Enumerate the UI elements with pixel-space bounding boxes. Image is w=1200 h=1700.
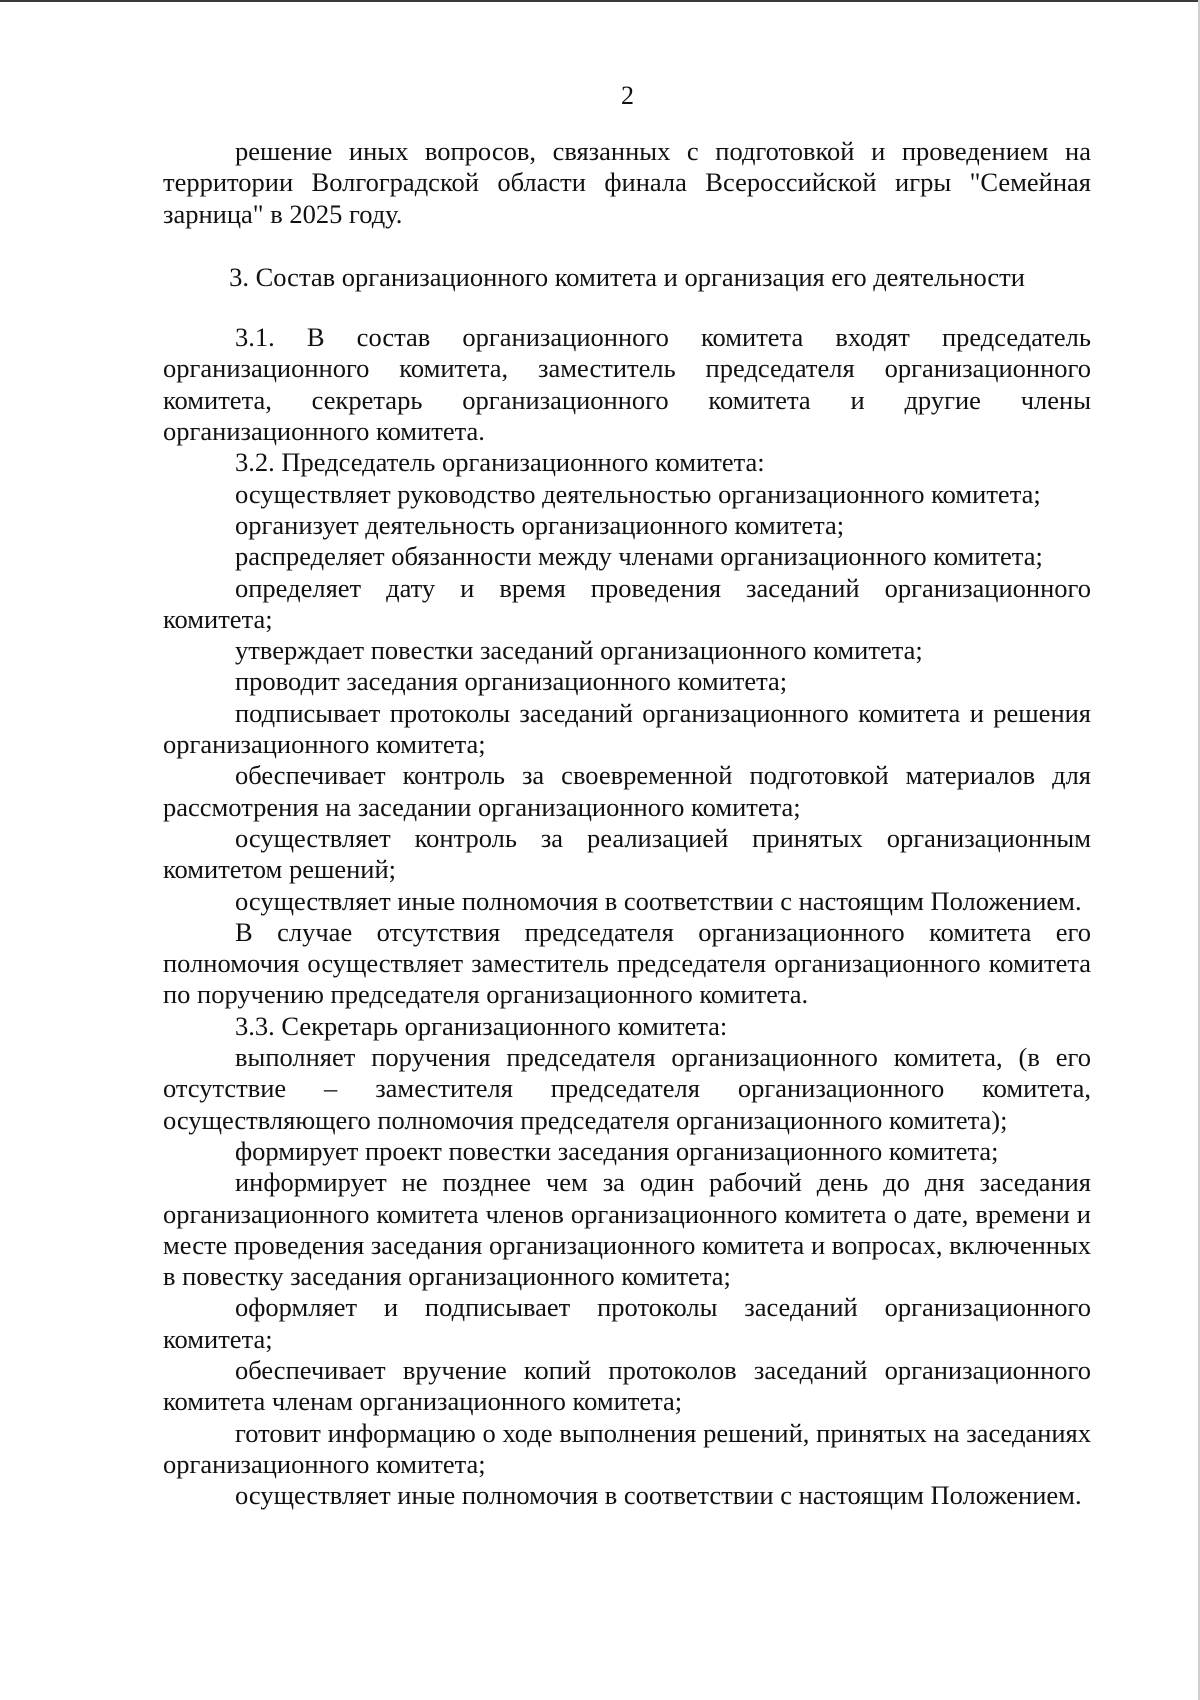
page-number: 2: [621, 81, 634, 110]
list-item-chair-duty: определяет дату и время проведения заседаний организационного комитета;: [163, 572, 1091, 634]
document-body: [163, 136, 1091, 1511]
paragraph-3-2: 3.2. Председатель организационного комитета:: [235, 447, 765, 478]
paragraph-intro: решение иных вопросов, связанных с подготовкой и проведением на территории Волгоградской области финала Всероссийской игры "Семейная зарница" в 2025 году.: [163, 136, 1091, 229]
scan-edge-top: [0, 0, 1200, 2]
list-item-secretary-duty: оформляет и подписывает протоколы заседаний организационного комитета;: [163, 1292, 1091, 1354]
paragraph-3-1: 3.1. В состав организационного комитета входят председатель организационного комитета, заместитель председателя организационного комитета, секретарь организационного комитета и другие члены организационного комитета.: [163, 322, 1091, 447]
list-item-chair-duty: подписывает протоколы заседаний организационного комитета и решения организационного комитета;: [163, 697, 1091, 760]
list-item-chair-duty: проводит заседания организационного комитета;: [235, 666, 788, 697]
list-item-chair-duty: распределяет обязанности между членами организационного комитета;: [235, 541, 1043, 572]
list-item-chair-duty: организует деятельность организационного комитета;: [235, 509, 845, 540]
list-item-secretary-duty: готовит информацию о ходе выполнения решений, принятых на заседаниях организационного комитета;: [163, 1417, 1091, 1479]
list-item-secretary-duty: обеспечивает вручение копий протоколов заседаний организационного комитета членам организационного комитета;: [163, 1354, 1091, 1417]
list-item-secretary-duty: формирует проект повестки заседания организационного комитета;: [235, 1135, 999, 1166]
section-heading-3: 3. Состав организационного комитета и организация его деятельности: [229, 261, 1025, 292]
spacer: [163, 293, 1091, 322]
list-item-chair-duty: осуществляет иные полномочия в соответствии с настоящим Положением.: [235, 885, 1082, 916]
list-item-chair-duty: осуществляет руководство деятельностью организационного комитета;: [235, 478, 1041, 509]
list-item-chair-duty: утверждает повестки заседаний организационного комитета;: [235, 635, 923, 666]
list-item-chair-duty: обеспечивает контроль за своевременной подготовкой материалов для рассмотрения на заседании организационного комитета;: [163, 760, 1091, 822]
list-item-secretary-duty: информирует не позднее чем за один рабочий день до дня заседания организационного комитета членов организационного комитета о дате, времени и месте проведения заседания организационного комитета и вопросах, включенных в повестку заседания организационного комитета;: [163, 1167, 1091, 1292]
list-item-chair-duty: осуществляет контроль за реализацией принятых организационным комитетом решений;: [163, 822, 1091, 885]
paragraph-chair-absence: В случае отсутствия председателя организационного комитета его полномочия осуществляет заместитель председателя организационного комитета по поручению председателя организационного комитета.: [163, 916, 1091, 1010]
list-item-secretary-duty: выполняет поручения председателя организационного комитета, (в его отсутствие – заместителя председателя организационного комитета, осуществляющего полномочия председателя организационного комитета);: [163, 1042, 1091, 1135]
paragraph-3-3: 3.3. Секретарь организационного комитета:: [235, 1010, 728, 1041]
spacer: [163, 230, 1091, 262]
list-item-secretary-duty: осуществляет иные полномочия в соответствии с настоящим Положением.: [235, 1480, 1082, 1511]
